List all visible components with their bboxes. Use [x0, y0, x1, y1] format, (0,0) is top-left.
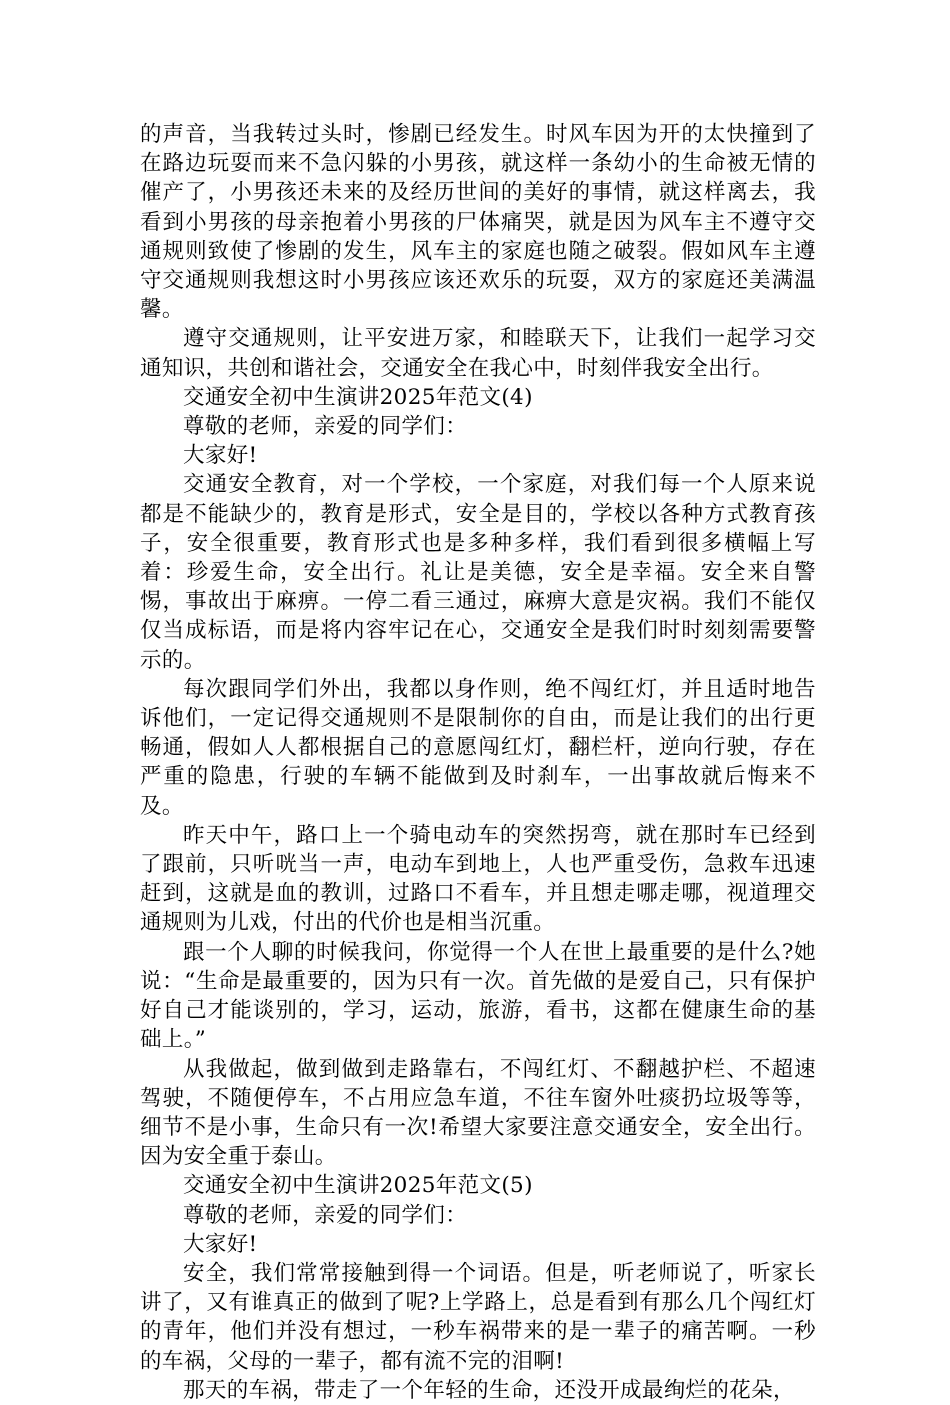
document-body	[140, 120, 816, 1405]
paragraph: 的声音，当我转过头时，惨剧已经发生。时风车因为开的太快撞到了在路边玩耍而来不急闪躲的小男孩，就这样一条幼小的生命被无情的催产了，小男孩还未来的及经历世间的美好的事情，就这样离去，我看到小男孩的母亲抱着小男孩的尸体痛哭，就是因为风车主不遵守交通规则致使了惨剧的发生，风车主的家庭也随之破裂。假如风车主遵守交通规则我想这时小男孩应该还欢乐的玩耍，双方的家庭还美满温馨。	[140, 122, 816, 323]
paragraph: 从我做起，做到做到走路靠右，不闯红灯、不翻越护栏、不超速驾驶，不随便停车，不占用应急车道，不往车窗外吐痰扔垃圾等等，细节不是小事，生命只有一次!希望大家要注意交通安全，安全出行。因为安全重于泰山。	[140, 1056, 816, 1170]
section-heading: 交通安全初中生演讲2025年范文(5)	[183, 1173, 533, 1199]
paragraph: 那天的车祸，带走了一个年轻的生命，还没开成最绚烂的花朵，	[183, 1377, 795, 1403]
paragraph: 遵守交通规则，让平安进万家，和睦联天下，让我们一起学习交通知识，共创和谐社会，交通安全在我心中，时刻伴我安全出行。	[140, 326, 816, 381]
paragraph: 安全，我们常常接触到得一个词语。但是，听老师说了，听家长讲了，又有谁真正的做到了呢?上学路上，总是看到有那么几个闯红灯的青年，他们并没有想过，一秒车祸带来的是一辈子的痛苦啊。一秒的车祸，父母的一辈子，都有流不完的泪啊!	[140, 1260, 816, 1374]
paragraph: 每次跟同学们外出，我都以身作则，绝不闯红灯，并且适时地告诉他们，一定记得交通规则不是限制你的自由，而是让我们的出行更畅通，假如人人都根据自己的意愿闯红灯，翻栏杆，逆向行驶，存在严重的隐患，行驶的车辆不能做到及时刹车，一出事故就后悔来不及。	[140, 676, 816, 819]
salutation: 尊敬的老师，亲爱的同学们：	[183, 1202, 468, 1228]
paragraph: 昨天中午，路口上一个骑电动车的突然拐弯，就在那时车已经到了跟前，只听咣当一声，电动车到地上，人也严重受伤，急救车迅速赶到，这就是血的教训，过路口不看车，并且想走哪走哪，视道理交通规则为儿戏，付出的代价也是相当沉重。	[140, 822, 816, 936]
greeting: 大家好!	[183, 1231, 258, 1257]
greeting: 大家好!	[183, 443, 258, 469]
paragraph: 跟一个人聊的时候我问，你觉得一个人在世上最重要的是什么?她说：“生命是最重要的，因为只有一次。首先做的是爱自己，只有保护好自己才能谈别的，学习，运动，旅游，看书，这都在健康生命的基础上。”	[140, 939, 816, 1053]
section-heading: 交通安全初中生演讲2025年范文(4)	[183, 384, 533, 410]
paragraph: 交通安全教育，对一个学校，一个家庭，对我们每一个人原来说都是不能缺少的，教育是形式，安全是目的，学校以各种方式教育孩子，安全很重要，教育形式也是多种多样，我们看到很多横幅上写着：珍爱生命，安全出行。礼让是美德，安全是幸福。安全来自警惕，事故出于麻痹。一停二看三通过，麻痹大意是灾祸。我们不能仅仅当成标语，而是将内容牢记在心，交通安全是我们时时刻刻需要警示的。	[140, 472, 816, 673]
salutation: 尊敬的老师，亲爱的同学们：	[183, 414, 468, 440]
